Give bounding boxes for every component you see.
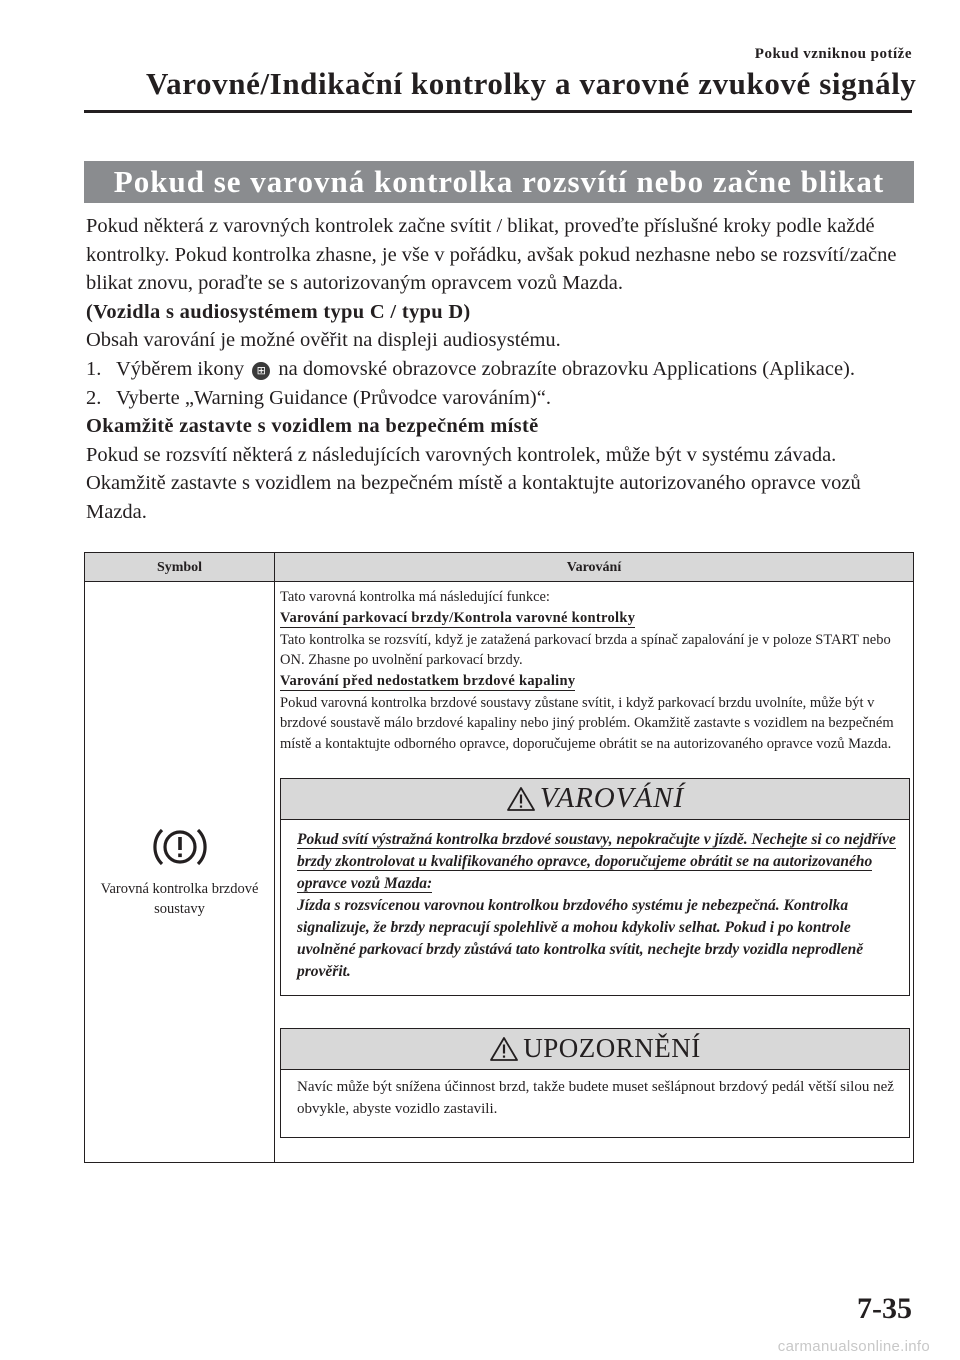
table-header [85, 553, 913, 582]
step-text: Vyberte „Warning Guidance (Průvodce varováním)“. [116, 386, 551, 409]
warning-underlined-text: Pokud svítí výstražná kontrolka brzdové soustavy, nepokračujte v jízdě. Nechejte si co nejdříve brzdy zkontrolovat u kvalifikovaného opravce, doporučujeme obrátit se na autorizovaného opravce vozů Mazda: [297, 830, 896, 892]
warning-title: VAROVÁNÍ [539, 782, 685, 815]
description-cell [275, 582, 913, 1162]
table-row [85, 582, 913, 1162]
symbol-label: Varovná kontrolka brzdové soustavy [100, 881, 259, 917]
warning-box [280, 778, 910, 996]
description-intro: Tato varovná kontrolka má následující funkce: [280, 589, 550, 605]
header-rule [84, 110, 912, 113]
caution-box [280, 1028, 910, 1138]
intro-text [86, 212, 916, 527]
caution-text: Navíc může být snížena účinnost brzd, takže budete muset sešlápnout brzdový pedál větší silou než obvykle, abyste vozidlo zastavili. [297, 1078, 894, 1117]
warning-triangle-icon [489, 1036, 519, 1062]
item-text: Tato kontrolka se rozsvítí, když je zatažená parkovací brzda a spínač zapalování je v poloze START nebo ON. Zhasne po uvolnění parkovací brzdy. [280, 631, 891, 669]
caution-title: UPOZORNĚNÍ [523, 1033, 701, 1064]
running-head: Pokud vzniknou potíže [754, 46, 912, 62]
warning-body [281, 820, 909, 983]
section-title: Pokud se varovná kontrolka rozsvítí nebo začne blikat [84, 161, 914, 203]
audio-system-note: (Vozidla s audiosystémem typu C / typu D) [86, 300, 471, 323]
item-heading: Varování parkovací brzdy/Kontrola varovné kontrolky [280, 609, 636, 626]
watermark: carmanualsonline.info [777, 1338, 930, 1355]
stop-subheading: Okamžitě zastavte s vozidlem na bezpečném místě [86, 415, 539, 438]
symbol-cell [85, 582, 275, 1162]
header-symbol: Symbol [85, 553, 275, 581]
brake-warning-icon [152, 825, 208, 869]
step-text-after: na domovské obrazovce zobrazíte obrazovku Applications (Aplikace). [278, 357, 855, 380]
step-text-before: Výběrem ikony [116, 357, 245, 380]
step-number: 1. [86, 357, 102, 380]
audio-display-note: Obsah varování je možné ověřit na displeji audiosystému. [86, 329, 561, 352]
page-number: 7-35 [857, 1292, 912, 1325]
header-warning: Varování [566, 560, 622, 575]
chapter-title: Varovné/Indikační kontrolky a varovné zvukové signály [146, 66, 917, 101]
intro-paragraph: Pokud některá z varovných kontrolek začne svítit / blikat, proveďte příslušné kroky podle každé kontrolky. Pokud kontrolka zhasne, je vše v pořádku, avšak pokud nezhasne nebo se rozsvítí/začne blikat znovu, poraďte se s autorizovaným opravcem vozů Mazda. [86, 215, 897, 295]
apps-icon: ⊞ [252, 362, 270, 380]
stop-paragraph: Pokud se rozsvítí některá z následujících varovných kontrolek, může být v systému závada. Okamžitě zastavte s vozidlem na bezpečném místě a kontaktujte autorizovaného opravce vozů Mazda. [86, 443, 861, 523]
warning-box-header [281, 779, 909, 820]
step-text [116, 355, 855, 384]
item-text: Pokud varovná kontrolka brzdové soustavy zůstane svítit, i když parkovací brzdu uvolníte, může být v brzdové soustavě málo brzdové kapaliny nebo jiný problém. Okamžitě zastavte s vozidlem na bezpečném místě a kontaktujte odborného opravce, doporučujeme obrátit se na autorizovaného opravce vozů Mazda. [280, 694, 894, 752]
step-2 [86, 384, 916, 413]
item-heading: Varování před nedostatkem brzdové kapaliny [280, 672, 576, 689]
warning-table [84, 552, 914, 1163]
warning-triangle-icon [506, 786, 536, 812]
warning-text: Jízda s rozsvícenou varovnou kontrolkou brzdového systému je nebezpečná. Kontrolka signalizuje, že brzdy nepracují spolehlivě a mohou kdykoliv selhat. Pokud i po kontrole uvolněné parkovací brzdy zůstává tato kontrolka svítit, nechejte brzdy vozidla neprodleně prověřit. [297, 896, 864, 980]
caution-box-header [281, 1029, 909, 1070]
step-1 [86, 355, 916, 384]
step-number: 2. [86, 386, 102, 409]
